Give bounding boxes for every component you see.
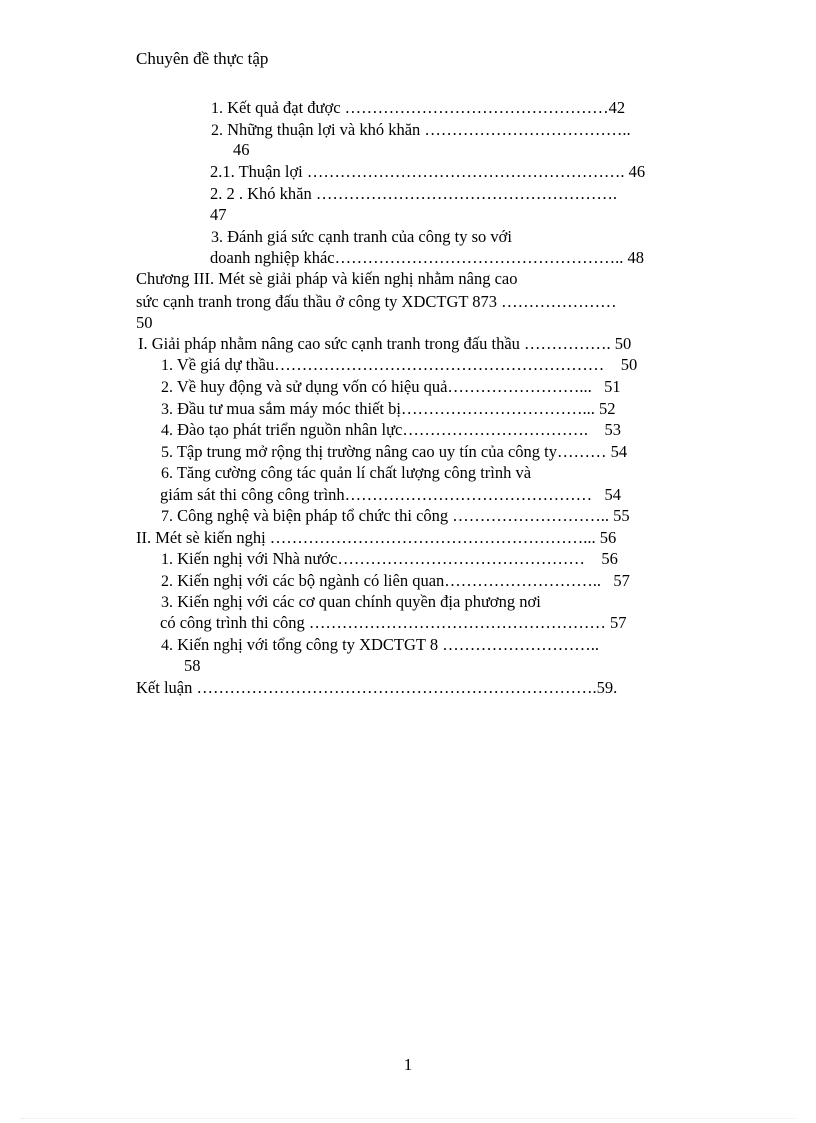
toc-number: 1.: [161, 551, 173, 568]
toc-entry: [161, 463, 531, 484]
toc-text: Đánh giá sức cạnh tranh của công ty so với: [227, 227, 512, 246]
page-number: 1: [403, 1055, 413, 1074]
toc-entry: [161, 571, 630, 592]
toc-entry: giám sát thi công công trình……………………………………… 54: [160, 485, 622, 504]
page-header: Chuyên đề thực tập: [136, 49, 269, 68]
toc-number: 1.: [161, 357, 173, 374]
toc-entry: [161, 549, 618, 570]
toc-text: Tập trung mở rộng thị trường nâng cao uy tín của công ty……… 54: [176, 442, 628, 461]
toc-entry: [161, 355, 637, 376]
toc-text: Kiến nghị với tổng công ty XDCTGT 8 ………………………..: [177, 635, 599, 654]
toc-entry: [161, 399, 615, 420]
toc-text: Kết quả đạt được …………………………………………42: [227, 98, 626, 117]
toc-number: 3.: [161, 401, 173, 418]
toc-entry-conclusion: Kết luận ……………………………………………………………….59.: [136, 678, 618, 697]
toc-entry: [211, 227, 512, 248]
toc-page-number: 47: [210, 205, 227, 224]
toc-number: 5.: [161, 444, 173, 461]
toc-number: 4.: [161, 422, 173, 439]
chapter-heading: sức cạnh tranh trong đấu thầu ở công ty XDCTGT 873 …………………: [136, 292, 617, 311]
toc-entry: doanh nghiệp khác…………………………………………….. 48: [210, 248, 645, 267]
toc-entry: 2.1. Thuận lợi …………………………………………………. 46: [210, 162, 646, 181]
toc-entry: [161, 377, 621, 398]
toc-number: 1.: [211, 100, 223, 117]
page-bottom-rule: [20, 1118, 796, 1119]
toc-number: 3.: [211, 229, 223, 246]
toc-number: 6.: [161, 465, 173, 482]
section-heading: I. Giải pháp nhằm nâng cao sức cạnh tranh trong đấu thầu ……………. 50: [138, 334, 632, 353]
toc-entry: [211, 98, 625, 119]
toc-page-number: 50: [136, 313, 153, 332]
toc-text: Kiến nghị với các cơ quan chính quyền địa phương nơi: [177, 592, 541, 611]
toc-entry: [161, 506, 630, 527]
toc-number: 2.: [211, 122, 223, 139]
toc-number: 2.: [161, 379, 173, 396]
section-heading: II. Mét sè kiến nghị …………………………………………………... 56: [136, 528, 617, 547]
toc-page-number: 46: [233, 140, 250, 159]
toc-text: Những thuận lợi và khó khăn ………………………………..: [227, 120, 631, 139]
toc-number: 7.: [161, 508, 173, 525]
toc-number: 4.: [161, 637, 173, 654]
toc-text: Về huy động và sử dụng vốn có hiệu quả……………………... 51: [176, 377, 621, 396]
toc-text: Tăng cường công tác quản lí chất lượng công trình và: [176, 463, 532, 482]
toc-text: Kiến nghị với các bộ ngành có liên quan……………………….. 57: [177, 571, 630, 590]
toc-entry: [211, 120, 631, 141]
toc-text: Về giá dự thầu…………………………………………………… 50: [176, 355, 638, 374]
toc-number: 3.: [161, 594, 173, 611]
toc-entry: [161, 635, 599, 656]
toc-number: 2.: [161, 573, 173, 590]
toc-text: Kiến nghị với Nhà nước……………………………………… 56: [177, 549, 618, 568]
toc-entry: [161, 592, 541, 613]
toc-text: Đầu tư mua sắm máy móc thiết bị……………………………... 52: [177, 399, 616, 418]
chapter-heading: Chương III. Mét sè giải pháp và kiến nghị nhằm nâng cao: [136, 269, 518, 288]
toc-entry: [161, 442, 627, 463]
toc-page-number: 58: [184, 656, 201, 675]
toc-entry: có công trình thi công ……………………………………………… 57: [160, 613, 627, 632]
toc-entry: 2. 2 . Khó khăn ……………………………………………….: [210, 184, 617, 203]
toc-text: Đào tạo phát triển nguồn nhân lực……………………………. 53: [177, 420, 621, 439]
toc-text: Công nghệ và biện pháp tổ chức thi công ……………………….. 55: [177, 506, 630, 525]
toc-entry: [161, 420, 621, 441]
